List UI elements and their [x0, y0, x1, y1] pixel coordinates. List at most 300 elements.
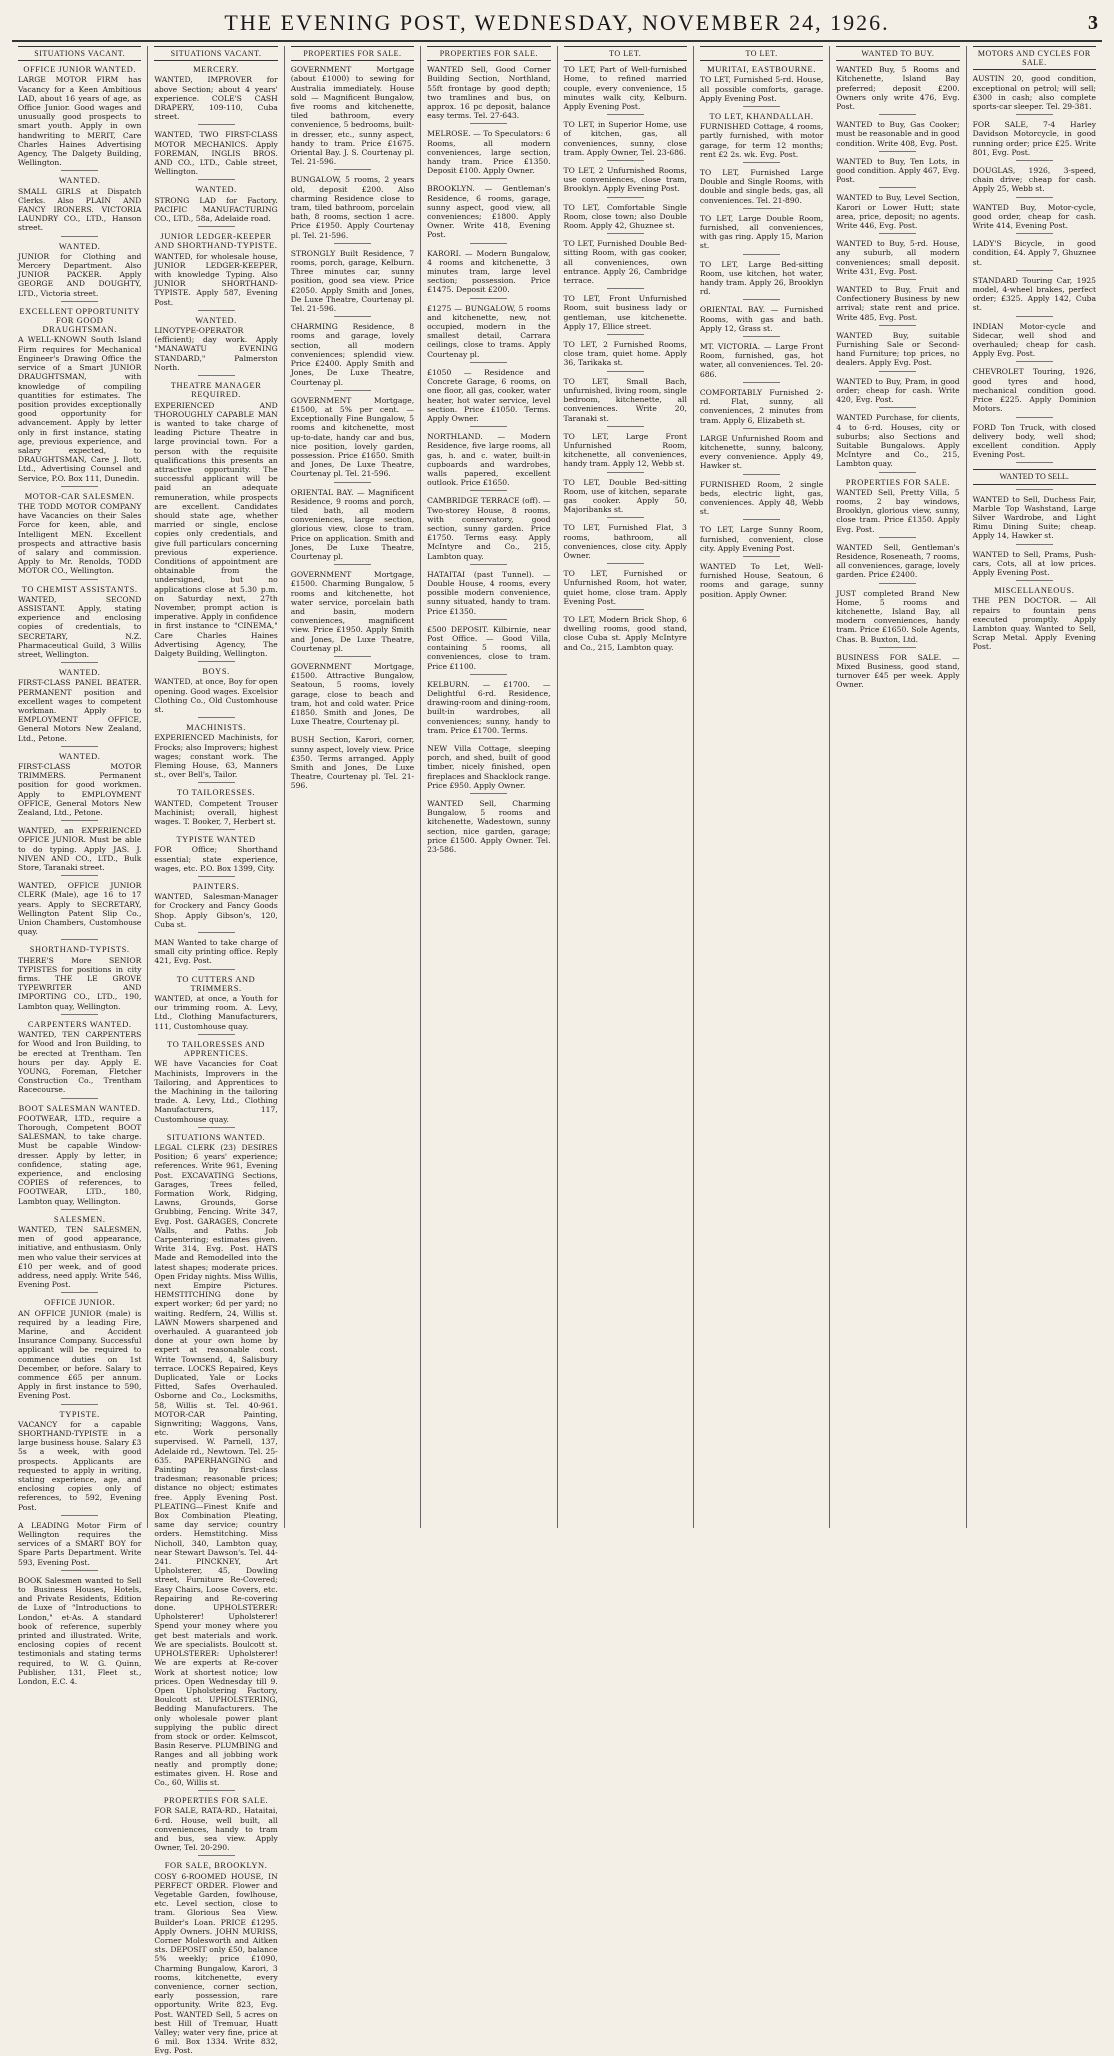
ad-heading: BOOT SALESMAN WANTED.	[18, 1103, 141, 1113]
ad-heading: WANTED.	[195, 315, 237, 325]
ad-divider	[198, 932, 235, 933]
classified-ad	[564, 340, 687, 372]
ad-divider	[334, 564, 371, 565]
ad-divider	[1016, 197, 1053, 198]
ad-text: WANTED, at once, a Youth for our trimming room. A. Levy, Ltd., Clothing Manufacturers, 111, Customhouse quay.	[154, 994, 278, 1031]
ad-text: FORD Ton Truck, with closed delivery body, well shod; excellent condition. Apply Evening Post.	[972, 422, 1096, 460]
column-heading: PROPERTIES FOR SALE.	[427, 46, 550, 61]
ad-divider	[61, 1570, 98, 1571]
ad-divider	[1016, 233, 1053, 234]
ad-divider	[879, 114, 916, 115]
ad-divider	[607, 472, 644, 473]
ad-text: LARGE MOTOR FIRM has Vacancy for a Keen Ambitious LAD, about 16 years of age, as Office Junior. Good wages and unusually good prospects to smart youth. Apply in own handwriting to MERIT, Care Charles Haines Advertising Agency, The Dalgety Building, Wellington.	[18, 75, 142, 168]
classified-ad	[291, 322, 414, 390]
ad-heading: TYPISTE.	[59, 1409, 100, 1419]
ad-text: AUSTIN 20, good condition, exceptional on petrol; will sell; £300 in cash; also complete sports-car sleeper. Tel. 29-381.	[972, 74, 1096, 112]
ad-text: CAMBRIDGE TERRACE (off). — Two-storey House, 8 rooms, with conservatory, good section, sunny garden. Price £1750. Terms easy. Apply McIntyre and Co., 215, Lambton quay.	[427, 496, 551, 561]
ad-divider	[470, 490, 507, 491]
classified-ad	[700, 305, 823, 337]
ad-text: WANTED, for wholesale house, JUNIOR LEDGER-KEEPER, with knowledge Typing. Also JUNIOR SHORTHAND-TYPISTE. Apply 587, Evening Post.	[154, 251, 278, 307]
classified-ad	[836, 589, 959, 648]
classified-ad	[836, 653, 959, 690]
ad-text: TO LET, Large Double Room, furnished, all conveniences, with gas ring. Apply 15, Marion st.	[699, 213, 824, 251]
classified-ad	[18, 242, 141, 302]
ad-divider	[879, 151, 916, 152]
ad-text: WANTED to Buy, Fruit and Confectionery Business by new arrival; state rent and price. Write 485, Evg. Post.	[836, 285, 960, 322]
classified-ad	[18, 1020, 141, 1099]
ad-divider	[198, 124, 235, 125]
ad-divider	[1016, 114, 1053, 115]
ad-divider	[743, 254, 780, 255]
ad-heading: PROPERTIES FOR SALE.	[845, 477, 951, 487]
ad-heading: TO CUTTERS AND TRIMMERS.	[176, 974, 256, 993]
ad-heading: PAINTERS.	[192, 882, 240, 892]
ad-divider	[470, 362, 507, 363]
ad-divider	[334, 316, 371, 317]
ad-divider	[470, 564, 507, 565]
classified-ad	[18, 668, 141, 747]
classified-ad	[836, 413, 959, 472]
classified-ad	[18, 752, 141, 821]
ad-text: NEW Villa Cottage, sleeping porch, and shed, built of good timber, nicely finished, open fireplaces and Shacklock range. Price £950. Apply Owner.	[427, 744, 551, 790]
classified-ad	[18, 1215, 141, 1294]
ad-text: DOUGLAS, 1926, 3-speed, chain drive; cheap for cash. Apply 25, Webb st.	[972, 166, 1096, 194]
ad-text: KARORI. — Modern Bungalow, 4 rooms and kitchenette, 3 minutes tram, large level section; possession. Price £1475. Deposit £200.	[427, 248, 551, 295]
ad-text: STRONG LAD for Factory. PACIFIC MANUFACTURING CO., LTD., 58a, Adelaide road.	[154, 195, 278, 224]
ad-heading: WANTED.	[58, 176, 101, 186]
classified-ad	[700, 214, 823, 255]
ad-divider	[61, 1404, 98, 1405]
ad-heading: MERCERY.	[193, 65, 239, 75]
ad-divider	[470, 738, 507, 739]
ad-text: A LEADING Motor Firm of Wellington requires the services of a SMART BOY for Spare Parts Department. Write 593, Evening Post.	[18, 1520, 142, 1567]
classified-ad	[18, 1521, 141, 1571]
ad-divider	[334, 656, 371, 657]
column-7	[829, 46, 965, 1528]
ad-divider	[61, 1209, 98, 1210]
ad-divider	[743, 106, 780, 107]
ad-divider	[61, 579, 98, 580]
classified-ad	[154, 381, 277, 662]
ad-text: THE PEN DOCTOR. — All repairs to fountain pens executed promptly. Apply Lambton quay. Wanted to Sell, Scrap Metal. Apply Evening Post.	[972, 596, 1096, 652]
classified-ad	[154, 938, 277, 970]
ad-text: TO LET, Furnished Large Double and Single Rooms, with double and single beds, gas, all conveniences. Tel. 21-890.	[699, 168, 824, 205]
ad-text: TO LET, Double Bed-sitting Room, use of kitchen, separate gas cooker. Apply 50, Majoribanks st.	[563, 477, 687, 515]
classified-ad	[154, 1040, 277, 1128]
ad-text: FOR SALE, RATA-RD., Hataitai, 6-rd. House, well built, all conveniences, handy to tram and bus, sea view. Apply Owner, Tel. 20-290.	[154, 1806, 278, 1853]
classified-ad	[700, 260, 823, 301]
ad-text: WANTED, IMPROVER for above Section; about 4 years' experience. COLE'S CASH DRAPERY, 109-110, Cuba street.	[154, 75, 278, 122]
ad-text: WANTED, TWO FIRST-CLASS MOTOR MECHANICS. Apply FOREMAN, INGLIS BROS. AND CO., LTD., Cable street, Wellington.	[154, 130, 278, 177]
column-heading: TO LET.	[564, 46, 687, 61]
ad-divider	[470, 793, 507, 794]
classified-ad	[564, 523, 687, 564]
ad-divider	[1016, 489, 1053, 490]
classified-ad	[973, 166, 1096, 198]
ad-divider	[607, 114, 644, 115]
ad-text: THE TODD MOTOR COMPANY have Vacancies on their Sales Force for keen, able, and Intelligent MEN. Excellent prospects and attractive basis of salary and commission. Apply to Mr. Renolds, TODD MOTOR CO., Wellington.	[18, 501, 142, 576]
ad-divider	[607, 609, 644, 610]
column-heading: SITUATIONS VACANT.	[154, 46, 277, 61]
ad-text: STANDARD Touring Car, 1925 model, 4-wheel brakes, perfect order; £325. Apply 142, Cuba st.	[972, 275, 1096, 313]
ad-divider	[61, 875, 98, 876]
column-1	[12, 46, 147, 1687]
ad-text: TO LET, 2 Unfurnished Rooms, use conveniences, close tram, Brooklyn. Apply Evening Post.	[563, 166, 687, 194]
ad-divider	[1016, 316, 1053, 317]
ad-text: WANTED Sell, Pretty Villa, 5 rooms, 2 bay windows, Brooklyn, glorious view, sunny, close tram. Price £1350. Apply Evg. Post.	[836, 487, 960, 534]
ad-text: BOOK Salesmen wanted to Sell to Business Houses, Hotels, and Private Residents, Edition de Luxe of "Introductions to London," et-As. A standard book of reference, superbly printed and illustrated. Write, enclosing copies of recent testimonials and stating terms required, to W. G. Quinn, Publisher, 131, Fleet st., London, E.C. 4.	[18, 1575, 142, 1687]
ad-heading: SALESMEN.	[53, 1214, 106, 1224]
classified-ad	[18, 1410, 141, 1516]
ad-text: WANTED to Buy, Level Section, Karori or Lower Hutt; state area, price, deposit; no agents. Write 446, Evg. Post.	[836, 193, 960, 231]
classified-ad	[836, 193, 959, 234]
column-3	[284, 46, 420, 1528]
classified-ad	[427, 432, 550, 491]
classified-ad	[973, 203, 1096, 235]
column-6	[693, 46, 829, 1528]
classified-ad	[700, 168, 823, 209]
column-heading: WANTED TO BUY.	[836, 46, 959, 61]
ad-heading: WANTED.	[58, 751, 101, 761]
ad-divider	[198, 661, 235, 662]
ad-text: ORIENTAL BAY. — Furnished Rooms, with gas and bath. Apply 12, Grass st.	[699, 305, 824, 333]
ad-heading: BOYS.	[202, 667, 230, 677]
classified-ad	[18, 65, 141, 171]
classified-ad	[154, 975, 277, 1035]
ad-divider	[198, 1127, 235, 1128]
classified-ad	[700, 434, 823, 475]
ad-divider	[743, 299, 780, 300]
ad-divider	[879, 371, 916, 372]
ad-divider	[61, 236, 98, 237]
ad-divider	[470, 298, 507, 299]
ad-text: SMALL GIRLS at Dispatch Clerks. Also PLAIN AND FANCY IRONERS. VICTORIA LAUNDRY CO., LTD., Hanson street.	[18, 186, 142, 233]
ad-text: TO LET, Small Bach, unfurnished, living room, single bedroom, kitchenette, all conveniences. Write 20, Taranaki st.	[563, 376, 687, 423]
ad-divider	[743, 336, 780, 337]
classified-ad	[154, 882, 277, 933]
classified-ad	[154, 1861, 277, 2055]
ad-divider	[1016, 270, 1053, 271]
ad-divider	[1016, 361, 1053, 362]
ad-text: FIRST-CLASS MOTOR TRIMMERS. Permanent position for good workmen. Apply to EMPLOYMENT OFFICE, General Motors New Zealand, Ltd., Petone.	[18, 762, 142, 818]
ad-divider	[1016, 160, 1053, 161]
ad-heading: WANTED.	[58, 668, 101, 678]
ad-heading: MOTOR-CAR SALESMEN.	[24, 491, 135, 501]
ad-divider	[334, 729, 371, 730]
column-heading: SITUATIONS VACANT.	[18, 46, 141, 61]
ad-divider	[879, 407, 916, 408]
ad-text: NORTHLAND. — Modern Residence, five large rooms, all gas, h. and c. water, built-in cupboards and wardrobes, walls papered, excellent outlook. Price £1650.	[427, 432, 551, 488]
ad-text: WANTED Buy, Motor-cycle, good order, cheap for cash. Write 414, Evening Post.	[972, 202, 1096, 231]
page-number: 3	[1088, 12, 1098, 34]
ad-divider	[607, 334, 644, 335]
ad-text: WANTED, TEN SALESMEN, men of good appearance, initiative, and enthusiasm. Only men who value their services at £10 per week, and of good address, need apply. Write 546, Evening Post.	[18, 1224, 142, 1290]
classified-ad	[18, 176, 141, 236]
ad-heading: CARPENTERS WANTED.	[27, 1019, 132, 1029]
classified-ad	[18, 945, 141, 1014]
ad-divider	[334, 169, 371, 170]
ad-text: WANTED, an EXPERIENCED OFFICE JUNIOR. Must be able to do typing. Apply JAS. J. NIVEN AND CO., LTD., Bulk Store, Taranaki street.	[18, 826, 142, 873]
classified-ad	[18, 1576, 141, 1686]
ad-text: GOVERNMENT Mortgage, £1500. Charming Bungalow, 5 rooms and kitchenette, hot water service, porcelain bath and basin, modern conveniences, magnificent view. Price £1950. Apply Smith and Jones, De Luxe Theatre, Courtenay pl.	[290, 570, 415, 653]
ad-divider	[198, 1855, 235, 1856]
ad-divider	[879, 279, 916, 280]
ad-heading: EXCELLENT OPPORTUNITY FOR GOOD DRAUGHTSMAN.	[19, 306, 140, 335]
classified-ad	[154, 1796, 277, 1856]
classified-ad	[973, 276, 1096, 317]
ad-text: WANTED, TEN CARPENTERS for Wood and Iron Building, to be erected at Trentham. Ten hours per day. Apply E. YOUNG, Foreman, Fletcher Construction Co., Trentham Racecourse.	[18, 1030, 142, 1095]
classified-ad	[836, 478, 959, 538]
ad-divider	[1016, 580, 1053, 581]
column-heading: MOTORS AND CYCLES FOR SALE.	[973, 46, 1096, 70]
masthead	[12, 6, 1102, 42]
ad-text: £1275 — BUNGALOW, 5 rooms and kitchenette, new, not occupied, modern in the smallest detail, Carrara ceilings, close to trams. Apply Courtenay pl.	[427, 303, 551, 359]
classified-ad	[291, 488, 414, 566]
ad-divider	[61, 1014, 98, 1015]
ad-text: WANTED To Let, Well-furnished House, Seatoun, 6 rooms and garage, sunny position. Apply Owner.	[699, 561, 824, 599]
ad-divider	[879, 233, 916, 234]
ad-divider	[61, 486, 98, 487]
ad-text: LINOTYPE-OPERATOR (efficient); day work. Apply "MANAWATU EVENING STANDARD," Palmerston North.	[154, 326, 278, 372]
ad-text: WANTED Buy, 5 Rooms and Kitchenette, Island Bay preferred; deposit £200. Owners only write 476, Evg. Post.	[836, 65, 960, 112]
classified-ad	[973, 367, 1096, 417]
ad-heading: MACHINISTS.	[186, 723, 246, 733]
ad-divider	[879, 187, 916, 188]
ad-text: £1050 — Residence and Concrete Garage, 6 rooms, on one floor, all gas, cooker, water heater, hot water service, level section. Price £1050. Terms. Apply Owner.	[427, 367, 551, 423]
classified-ad	[564, 377, 687, 427]
ad-text: LARGE Unfurnished Room and kitchenette, sunny, balcony, every convenience. Apply 49, Hawker st.	[699, 433, 824, 471]
ad-text: WANTED, at once, Boy for open opening. Good wages. Excelsior Clothing Co., Old Customhouse st.	[154, 677, 278, 714]
ad-heading: JUNIOR LEDGER-KEEPER AND SHORTHAND-TYPISTE.	[154, 232, 278, 251]
ad-text: MELROSE. — To Speculators: 6 Rooms, all modern conveniences, large section, handy tram. Price £1350. Deposit £100. Apply Owner.	[427, 129, 551, 176]
ad-text: FURNISHED Room, 2 single beds, electric light, gas, conveniences. Apply 48, Webb st.	[699, 479, 824, 517]
ad-text: BUSINESS FOR SALE. — Mixed Business, good stand, turnover £45 per week. Apply Owner.	[836, 652, 960, 690]
classified-ad	[154, 316, 277, 376]
classified-ad	[427, 799, 550, 854]
ad-text: THERE'S More SENIOR TYPISTES for positions in city firms. THE LE GROVE TYPEWRITER AND IMPORTING CO., LTD., 190, Lambton quay, Wellington.	[18, 955, 142, 1011]
ad-text: AN OFFICE JUNIOR (male) is required by a leading Fire, Marine, and Accident Insurance Company. Successful applicant will be required to commence duties on 1st December, or before. Salary to commence £65 per annum. Apply in first instance to 590, Evening Post.	[18, 1308, 142, 1401]
classified-ad	[973, 322, 1096, 363]
ad-heading: TYPISTE WANTED	[176, 835, 256, 845]
classified-ad	[291, 175, 414, 243]
ad-text: LEGAL CLERK (23) DESIRES Position; 6 years' experience; references. Write 961, Evening Post. EXCAVATING Sections, Garages, Trees felled, Formation Work, Ridging, Lawns, Grounds, Gorse Grubbing, Fencing. Write 347, Evg. Post. GARAGES, Concrete Walls, and Paths. Job Carpentering; estimates given. Write 314, Evg. Post. HATS Made and Remodelled into the latest shapes; moderate prices. Open Friday nights. Miss Willis, next Empire Pictures. HEMSTITCHING done by expert worker; 6d per yard; no waiting. Redfern, 24, Willis st. LAWN Mowers sharpened and overhauled. A guaranteed job done at your own home by expert at reasonable cost. Write Townsend, 4, Salisbury terrace. LOCKS Repaired, Keys Duplicated, Yale or Locks Fitted, Safes Overhauled. Osborne and Co., Locksmiths, 58, Willis st. Tel. 40-961. MOTOR-CAR Painting, Signwriting; Waggons, Vans, etc. Work personally supervised. W. Parnell, 137, Adelaide rd., Newtown. Tel. 25-635. PAPERHANGING and Painting by first-class tradesman; reasonable prices; distance no object; estimates free. Apply Evening Post. PLEATING—Finest Knife and Box Combination Pleating, same day service; country orders. Hemstitching. Miss Nicholl, 340, Lambton quay, near Stewart Dawson's. Tel. 44-241. PINCKNEY, Art Upholsterer, 45, Dowling street, Furniture Re-Covered; Easy Chairs, Loose Covers, etc. Repairing and Re-covering done. UPHOLSTERER: Upholsterer! Upholsterer! Spend your money where you get best materials and work. We are specialists. Boulcott st. UPHOLSTERER: Upholsterer! We are experts at Re-cover Work at shortest notice; low prices. Open Wednesday till 9. Open Upholstering Factory, Boulcott st. UPHOLSTERING, Bedding Manufacturers. The only wholesale power plant supplying the public direct from stock or order. Kelmscot, Basin Reserve. PLUMBING and Ranges and all jobbing work neatly and promptly done; estimates given. H. Rose and Co., 60, Willis st.	[154, 1142, 278, 1787]
classified-ad	[836, 157, 959, 189]
ad-divider	[743, 428, 780, 429]
classified-ad	[973, 469, 1096, 489]
classified-ad	[154, 130, 277, 180]
ad-divider	[470, 123, 507, 124]
ad-text: GOVERNMENT Mortgage (about £1000) to sewing for Australia immediately. House sold — Magnificent Bungalow, five rooms and kitchenette, tiled bathroom, every convenience, 5 bedrooms, built-in dresser, etc., sunny aspect, handy to tram. Price £1675. Oriental Bay. J. S. Courtenay pl. Tel. 21-596.	[290, 65, 415, 167]
column-4	[420, 46, 556, 1528]
classified-ad	[973, 423, 1096, 464]
classified-ad	[973, 239, 1096, 271]
ad-heading: WANTED.	[195, 185, 237, 195]
ad-divider	[470, 243, 507, 244]
ad-text: WANTED, OFFICE JUNIOR CLERK (Male), age 16 to 17 years. Apply to SECRETARY, Wellington Patent Slip Co., Union Chambers, Customhouse quay.	[18, 881, 142, 937]
ad-text: GOVERNMENT Mortgage, £1500, at 5% per cent. — Exceptionally Fine Bungalow, 5 rooms and kitchenette, most up-to-date, handy car and bus, nice position, lovely garden, possession. Price £1650. Smith and Jones, De Luxe Theatre, Courtenay pl. Tel. 21-596.	[290, 395, 415, 479]
ad-divider	[470, 619, 507, 620]
ad-divider	[879, 583, 916, 584]
ad-text: TO LET, Comfortable Single Room, close town; also Double Room. Apply 42, Ghuznee st.	[563, 202, 687, 231]
ad-divider	[879, 537, 916, 538]
classified-ad	[427, 570, 550, 620]
classified-ad	[836, 331, 959, 372]
classified-ad	[564, 615, 687, 652]
ad-text: FIRST-CLASS PANEL BEATER. PERMANENT position and excellent wages to competent workman. Apply to EMPLOYMENT OFFICE, General Motors New Zealand, Ltd., Petone.	[18, 678, 142, 743]
ad-heading: OFFICE JUNIOR.	[44, 1298, 116, 1308]
ad-heading: SHORTHAND-TYPISTS.	[29, 945, 130, 955]
ad-divider	[607, 563, 644, 564]
ad-text: TO LET, 2 Furnished Rooms, close tram, quiet home. Apply 36, Tarikaka st.	[563, 340, 687, 368]
ad-heading: MURITAI, EASTBOURNE.	[707, 65, 816, 75]
classified-ad	[154, 723, 277, 783]
ad-text: WANTED to Buy, 5-rd. House, any suburb, all modern conveniences; small deposit. Write 431, Evg. Post.	[836, 239, 960, 276]
ad-divider	[198, 829, 235, 830]
ad-divider	[1016, 462, 1053, 463]
ad-heading: MISCELLANEOUS.	[994, 586, 1075, 596]
column-8	[966, 46, 1102, 1528]
classified-ad	[154, 667, 277, 718]
classified-ad	[700, 480, 823, 521]
ad-heading: TO CHEMIST ASSISTANTS.	[21, 584, 138, 594]
ad-text: CHEVROLET Touring, 1926, good tyres and hood, mechanical condition good. Price £225. Apply Dominion Motors.	[972, 367, 1096, 414]
ad-divider	[743, 556, 780, 557]
classified-ad	[154, 788, 277, 830]
ad-text: FURNISHED Cottage, 4 rooms, partly furnished, with motor garage, for term 12 months; rent £2 2s. wk. Evg. Post.	[699, 122, 824, 159]
classified-ad	[973, 550, 1096, 582]
classified-ad	[427, 368, 550, 427]
ad-text: TO LET, Furnished 5-rd. House, all possible comforts, garage. Apply Evening Post.	[699, 75, 824, 103]
ad-divider	[470, 674, 507, 675]
ad-text: FOOTWEAR, LTD., require a Thorough, Competent BOOT SALESMAN, to take charge. Must be capable Window-dresser. Apply by letter, in confidence, stating age, experience, and enclosing COPIES of references, to FOOTWEAR, LTD., 180, Lambton quay, Wellington.	[18, 1113, 142, 1206]
column-heading: PROPERTIES FOR SALE.	[291, 46, 414, 61]
ad-text: ORIENTAL BAY. — Magnificent Residence, 9 rooms and porch, tiled bath, all modern conveniences, large section, glorious view, close to tram. Price on application. Smith and Jones, De Luxe Theatre, Courtenay pl.	[290, 487, 415, 561]
classified-ad	[700, 342, 823, 383]
column-heading: TO LET.	[700, 46, 823, 61]
classified-ad	[18, 881, 141, 940]
ad-text: WANTED to Sell, Prams, Push-cars, Cots, all at low prices. Apply Evening Post.	[972, 549, 1096, 577]
ad-text: FOR Office; Shorthand essential; state experience, wages, etc. P.O. Box 1399, City.	[154, 845, 278, 873]
classified-ad	[291, 249, 414, 317]
classified-ad	[836, 65, 959, 115]
classified-ad	[836, 285, 959, 326]
ad-text: WANTED Purchase, for clients, 4 to 6-rd. Houses, city or suburbs; also Sections and Suitable Bungalows. Apply McIntyre and Co., 215, Lambton quay.	[836, 413, 960, 469]
ad-text: JUNIOR for Clothing and Mercery Department. Also JUNIOR PACKER. Apply GEORGE AND DOUGHTY, LTD., Victoria street.	[18, 251, 142, 298]
ad-heading: TO LET, KHANDALLAH.	[709, 112, 814, 122]
classified-ad	[18, 307, 141, 487]
ad-divider	[470, 178, 507, 179]
ad-text: TO LET, Modern Brick Shop, 6 dwelling rooms, good stand, close Cuba st. Apply McIntyre and Co., 215, Lambton quay.	[563, 614, 687, 652]
ad-text: TO LET, Front Unfurnished Room, suit business lady or gentleman, use kitchenette. Apply 17, Ellice street.	[563, 294, 687, 331]
ad-text: WANTED, SECOND ASSISTANT. Apply, stating experience and enclosing copies of credentials, to SECRETARY, N.Z. Pharmaceutical Guild, 3 Willis street, Wellington.	[18, 594, 142, 659]
ad-divider	[607, 426, 644, 427]
column-5	[557, 46, 693, 1528]
ad-divider	[743, 519, 780, 520]
ad-heading: TO TAILORESSES.	[176, 788, 256, 798]
ad-text: COSY 6-ROOMED HOUSE, IN PERFECT ORDER. Flower and Vegetable Garden, fowlhouse, etc. Level section, close to tram. Glorious Sea View. Builder's Loan. PRICE £1295. Apply Owners. JOHN MURISS, Corner Molesworth and Aitken sts. DEPOSIT only £50, balance 5% weekly; price £1090, Charming Bungalow, Karori, 3 rooms, kitchenette, every convenience, corner section, early possession, rare opportunity. Write 823, Evg. Post. WANTED Sell, 5 acres on best Hill of Tremuar, Huatt Valley; water very fine, price at 6 mil. Box 1334. Write 832, Evg. Post.	[154, 1871, 278, 2056]
ad-text: BUSH Section, Karori, corner, sunny aspect, lovely view. Price £350. Terms arranged. Apply Smith and Jones, De Luxe Theatre, Courtenay pl. Tel. 21-596.	[290, 735, 415, 791]
classified-ad	[427, 184, 550, 243]
classified-ad	[18, 492, 141, 580]
classified-ad	[291, 662, 414, 730]
columns-container	[12, 46, 1102, 2056]
ad-divider	[198, 1790, 235, 1791]
ad-text: TO LET, Part of Well-furnished Home, to refined married couple, every convenience, 15 minutes walk city, Kelburn. Apply Evening Post.	[563, 65, 687, 112]
ad-text: TO LET, in Superior Home, use of kitchen, gas, all conveniences, sunny, close tram. Apply Owner, Tel. 23-686.	[563, 120, 687, 157]
ad-heading: WANTED.	[58, 241, 101, 251]
ad-divider	[198, 1034, 235, 1035]
ad-text: JUST completed Brand New Home, 5 rooms and kitchenette, Island Bay, all modern conveniences, handy tram. Price £1650. Sole Agents, Chas. B. Buxton, Ltd.	[836, 588, 960, 644]
ad-text: WANTED to Buy, Gas Cooker; must be reasonable and in good condition. Write 408, Evg. Post.	[836, 120, 960, 148]
ad-heading: FOR SALE, BROOKLYN.	[164, 1861, 268, 1871]
ad-text: A WELL-KNOWN South Island Firm requires for Mechanical Engineer's Drawing Office the service of a Smart JUNIOR DRAUGHTSMAN, with knowledge of compiling quantities for estimates. The position provides exceptionally good opportunity for advancement. Apply by letter only in first instance, stating age, previous experience, and salary expected, to DRAUGHTSMAN, Care J. Ilott, Ltd., Advertising Counsel and Service, P.O. Box 111, Dunedin.	[18, 335, 142, 483]
classified-ad	[836, 377, 959, 409]
newspaper-title: THE EVENING POST, WEDNESDAY, NOVEMBER 24, 1926.	[224, 10, 890, 35]
ad-text: WANTED to Buy, Ten Lots, in good condition. Apply 467, Evg. Post.	[836, 156, 960, 185]
classified-ad	[427, 249, 550, 299]
ad-text: HATAITAI (past Tunnel). — Double House, 4 rooms, every possible modern convenience, sunny situated, handy to tram. Price £1350.	[427, 569, 551, 616]
ad-divider	[879, 325, 916, 326]
ad-text: WANTED Sell, Gentleman's Residence, Roseneath, 7 rooms, all conveniences, garage, lovely garden. Price £2400.	[836, 542, 960, 580]
classified-ad	[154, 65, 277, 125]
ad-text: KELBURN. — £1700. — Delightful 6-rd. Residence, drawing-room and dining-room, built-in wardrobes, all conveniences; sunny, handy to tram. Price £1700. Terms.	[427, 679, 551, 735]
classified-ad	[564, 239, 687, 289]
ad-divider	[879, 647, 916, 648]
classified-ad	[564, 203, 687, 235]
classified-ad	[154, 232, 277, 311]
ad-divider	[61, 746, 98, 747]
classified-ad	[700, 112, 823, 163]
classified-ad	[18, 826, 141, 876]
ad-divider	[1016, 544, 1053, 545]
ad-text: TO LET, Furnished or Unfurnished Room, hot water, quiet home, close tram. Apply Evening Post.	[563, 569, 687, 606]
ad-divider	[198, 717, 235, 718]
ad-divider	[743, 208, 780, 209]
ad-text: EXPERIENCED AND THOROUGHLY CAPABLE MAN is wanted to take charge of leading Picture Theatre in large provincial town. For a person with the requisite qualifications this presents an attractive opportunity. The successful applicant will be paid an adequate remuneration, while prospects are excellent. Candidates should state age, whether married or single, enclose copies only credentials, and give full particulars concerning previous experience. Conditions of appointment are obtainable from the undersigned, but no applications close at 5.30 p.m. on Saturday next, 27th November, prompt action is imperative. Apply in confidence in first instance to "CINEMA," Care Charles Haines Advertising Agency, The Dalgety Building, Wellington.	[154, 400, 278, 658]
ad-text: WANTED to Sell, Duchess Fair, Marble Top Washstand, Large Silver Wardrobe, and Light Rimu Dining Suite; cheap. Apply 14, Hawker st.	[972, 494, 1096, 541]
classified-ad	[18, 1298, 141, 1404]
ad-heading: PROPERTIES FOR SALE.	[163, 1796, 269, 1806]
classified-ad	[564, 432, 687, 473]
ad-divider	[198, 375, 235, 376]
classified-ad	[291, 65, 414, 170]
classified-ad	[836, 239, 959, 280]
ad-divider	[198, 782, 235, 783]
ad-text: TO LET, Furnished Flat, 3 rooms, bathroom, all conveniences, close city. Apply Owner.	[563, 523, 687, 560]
ad-text: WANTED to Buy, Pram, in good order; cheap for cash. Write 420, Evg. Post.	[836, 376, 960, 405]
classified-ad	[836, 543, 959, 584]
classified-ad	[564, 65, 687, 115]
ad-divider	[879, 472, 916, 473]
ad-text: CHARMING Residence, 8 rooms and garage, lovely section, all modern conveniences; splendid view. Price £2400. Apply Smith and Jones, De Luxe Theatre, Courtenay pl.	[290, 322, 415, 387]
ad-divider	[61, 1292, 98, 1293]
ad-divider	[334, 482, 371, 483]
classified-ad	[291, 396, 414, 483]
ad-text: TO LET, Large Bed-sitting Room, use kitchen, hot water, handy tram. Apply 26, Brooklyn rd.	[699, 259, 824, 297]
ad-divider	[61, 1098, 98, 1099]
ad-text: COMFORTABLY Furnished 2-rd. Flat, sunny, all conveniences, 2 minutes from tram. Apply 6, Elizabeth st.	[699, 387, 824, 425]
classified-ad	[154, 185, 277, 227]
ad-text: TO LET, Furnished Double Bed-sitting Room, with gas cooker, all conveniences, own entrance. Apply 26, Cambridge terrace.	[563, 239, 687, 286]
ad-text: WANTED, Salesman-Manager for Crockery and Fancy Goods Shop. Apply Gibson's, 120, Cuba st.	[154, 892, 278, 929]
ad-divider	[198, 876, 235, 877]
ad-text: MAN Wanted to take charge of small city printing office. Reply 421, Evg. Post.	[154, 938, 278, 966]
classified-ad	[18, 585, 141, 664]
classified-ad	[836, 120, 959, 152]
ad-divider	[743, 382, 780, 383]
ad-divider	[61, 820, 98, 821]
classified-ad	[973, 74, 1096, 115]
